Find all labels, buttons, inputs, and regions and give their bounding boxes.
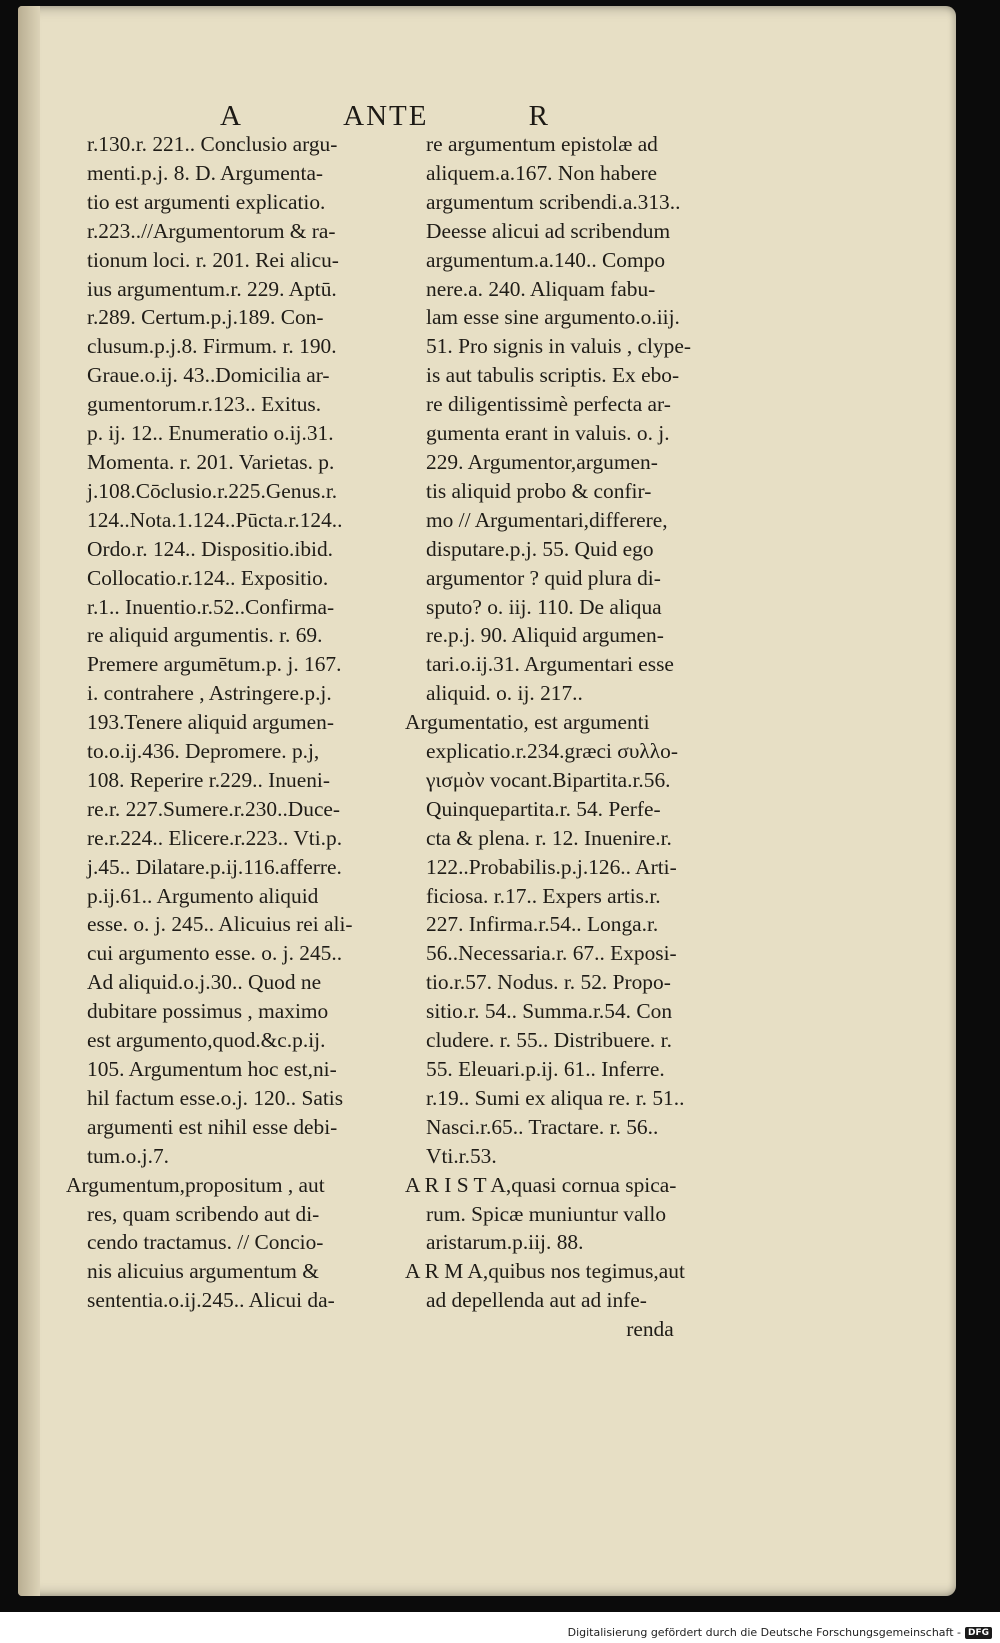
text-line: 124..Nota.1.124..Pūcta.r.124..	[87, 507, 343, 532]
right-column	[405, 130, 775, 1344]
text-line: ad depellenda aut ad infe-	[426, 1288, 647, 1313]
text-line: tio est argumenti explicatio.	[87, 189, 326, 214]
text-line: 193.Tenere aliquid argumen-	[87, 710, 334, 735]
text-line: p.ij.61.. Argumento aliquid	[87, 883, 319, 908]
text-line: lam esse sine argumento.o.iij.	[426, 305, 680, 330]
text-line: cendo tractamus. // Concio-	[87, 1230, 324, 1255]
footer-text: Digitalisierung gefördert durch die Deutsche Forschungsgemeinschaft -	[567, 1626, 961, 1639]
text-line: tionum loci. r. 201. Rei alicu-	[87, 247, 339, 272]
text-line: gumenta erant in valuis. o. j.	[426, 421, 670, 446]
text-line: r.130.r. 221.. Conclusio argu-	[87, 132, 338, 156]
text-line: rum. Spicæ muniuntur vallo	[426, 1201, 667, 1226]
text-line: Ad aliquid.o.j.30.. Quod ne	[87, 970, 322, 995]
text-line: j.45.. Dilatare.p.ij.116.afferre.	[87, 854, 342, 879]
text-line: gumentorum.r.123.. Exitus.	[87, 392, 322, 417]
text-line: sitio.r. 54.. Summa.r.54. Con	[426, 999, 673, 1024]
header-right: R	[528, 100, 550, 132]
entry-argumentum-continued-right	[405, 130, 775, 708]
text-line: Argumentum,propositum , aut	[66, 1172, 325, 1197]
text-line: cludere. r. 55.. Distribuere. r.	[426, 1028, 672, 1053]
text-line: Nasci.r.65.. Tractare. r. 56..	[426, 1114, 659, 1139]
dfg-badge: DFG	[965, 1627, 992, 1639]
text-line: A R M A,quibus nos tegimus,aut	[405, 1259, 685, 1284]
entry-argumentum-continued	[66, 130, 396, 1171]
text-line: tio.r.57. Nodus. r. 52. Propo-	[426, 970, 671, 995]
text-line: to.o.ij.436. Depromere. p.j,	[87, 739, 320, 764]
running-header	[220, 100, 550, 133]
text-line: 51. Pro signis in valuis , clype-	[426, 334, 691, 359]
text-line: ficiosa. r.17.. Expers artis.r.	[426, 883, 661, 908]
text-line: Argumentatio, est argumenti	[405, 710, 650, 735]
text-line: mo // Argumentari,differere,	[426, 507, 668, 532]
text-line: r.223..//Argumentorum & ra-	[87, 218, 336, 243]
text-line: Quinquepartita.r. 54. Perfe-	[426, 796, 661, 821]
text-line: re.r.224.. Elicere.r.223.. Vti.p.	[87, 825, 343, 850]
digitization-footer	[568, 1626, 992, 1639]
text-line: tari.o.ij.31. Argumentari esse	[426, 652, 674, 677]
text-line: aristarum.p.iij. 88.	[426, 1230, 584, 1255]
text-line: 229. Argumentor,argumen-	[426, 449, 658, 474]
text-line: tum.o.j.7.	[87, 1143, 170, 1168]
text-line: is aut tabulis scriptis. Ex ebo-	[426, 363, 680, 388]
text-line: γισμὸν vocant.Bipartita.r.56.	[426, 767, 671, 792]
entry-arma	[405, 1257, 775, 1315]
text-line: r.289. Certum.p.j.189. Con-	[87, 305, 324, 330]
text-line: 108. Reperire r.229.. Inueni-	[87, 767, 330, 792]
page-gutter	[18, 6, 40, 1596]
text-line: p. ij. 12.. Enumeratio o.ij.31.	[87, 421, 334, 446]
text-line: res, quam scribendo aut di-	[87, 1201, 320, 1226]
text-line: re aliquid argumentis. r. 69.	[87, 623, 323, 648]
text-line: 227. Infirma.r.54.. Longa.r.	[426, 912, 659, 937]
text-line: cui argumento esse. o. j. 245..	[87, 941, 343, 966]
text-line: Graue.o.ij. 43..Domicilia ar-	[87, 363, 330, 388]
entry-argumentum-propositum	[66, 1171, 396, 1316]
text-line: Momenta. r. 201. Varietas. p.	[87, 449, 335, 474]
left-column	[66, 130, 396, 1315]
header-mid: ANTE	[343, 100, 429, 132]
text-line: aliquem.a.167. Non habere	[426, 160, 658, 185]
entry-arista	[405, 1171, 775, 1258]
text-line: explicatio.r.234.græci συλλο-	[426, 739, 678, 764]
text-line: nere.a. 240. Aliquam fabu-	[426, 276, 656, 301]
text-line: 56..Necessaria.r. 67.. Exposi-	[426, 941, 677, 966]
text-line: esse. o. j. 245.. Alicuius rei ali-	[87, 912, 353, 937]
text-line: re diligentissimè perfecta ar-	[426, 392, 671, 417]
text-line: r.19.. Sumi ex aliqua re. r. 51..	[426, 1085, 685, 1110]
text-line: Ordo.r. 124.. Dispositio.ibid.	[87, 536, 334, 561]
text-line: sputo? o. iij. 110. De aliqua	[426, 594, 662, 619]
text-line: argumentum.a.140.. Compo	[426, 247, 666, 272]
text-line: re argumentum epistolæ ad	[426, 132, 658, 156]
text-line: i. contrahere , Astringere.p.j.	[87, 681, 332, 706]
text-line: est argumento,quod.&c.p.ij.	[87, 1028, 326, 1053]
text-line: 105. Argumentum hoc est,ni-	[87, 1057, 337, 1081]
text-line: Collocatio.r.124.. Expositio.	[87, 565, 329, 590]
text-line: 55. Eleuari.p.ij. 61.. Inferre.	[426, 1057, 665, 1081]
text-line: argumentor ? quid plura di-	[426, 565, 661, 590]
text-line: re.p.j. 90. Aliquid argumen-	[426, 623, 664, 648]
text-line: aliquid. o. ij. 217..	[426, 681, 583, 706]
text-line: Vti.r.53.	[426, 1143, 497, 1168]
text-line: cta & plena. r. 12. Inuenire.r.	[426, 825, 672, 850]
text-line: clusum.p.j.8. Firmum. r. 190.	[87, 334, 337, 359]
text-line: disputare.p.j. 55. Quid ego	[426, 536, 654, 561]
text-line: dubitare possimus , maximo	[87, 999, 329, 1024]
text-line: 122..Probabilis.p.j.126.. Arti-	[426, 854, 677, 879]
text-line: argumentum scribendi.a.313..	[426, 189, 681, 214]
text-line: sententia.o.ij.245.. Alicui da-	[87, 1288, 335, 1313]
text-line: j.108.Cōclusio.r.225.Genus.r.	[87, 478, 338, 503]
text-line: ius argumentum.r. 229. Aptū.	[87, 276, 337, 301]
text-line: Premere argumētum.p. j. 167.	[87, 652, 342, 677]
text-line: tis aliquid probo & confir-	[426, 478, 652, 503]
entry-argumentatio	[405, 708, 775, 1171]
text-line: argumenti est nihil esse debi-	[87, 1114, 338, 1139]
text-line: r.1.. Inuentio.r.52..Confirma-	[87, 594, 335, 619]
text-line: hil factum esse.o.j. 120.. Satis	[87, 1085, 344, 1110]
text-line: nis alicuius argumentum &	[87, 1259, 319, 1284]
text-line: Deesse alicui ad scribendum	[426, 218, 671, 243]
catchword: renda	[626, 1317, 674, 1342]
text-line: re.r. 227.Sumere.r.230..Duce-	[87, 796, 341, 821]
text-line: menti.p.j. 8. D. Argumenta-	[87, 160, 324, 185]
header-left: A	[220, 100, 243, 132]
text-line: A R I S T A,quasi cornua spica-	[405, 1172, 677, 1197]
